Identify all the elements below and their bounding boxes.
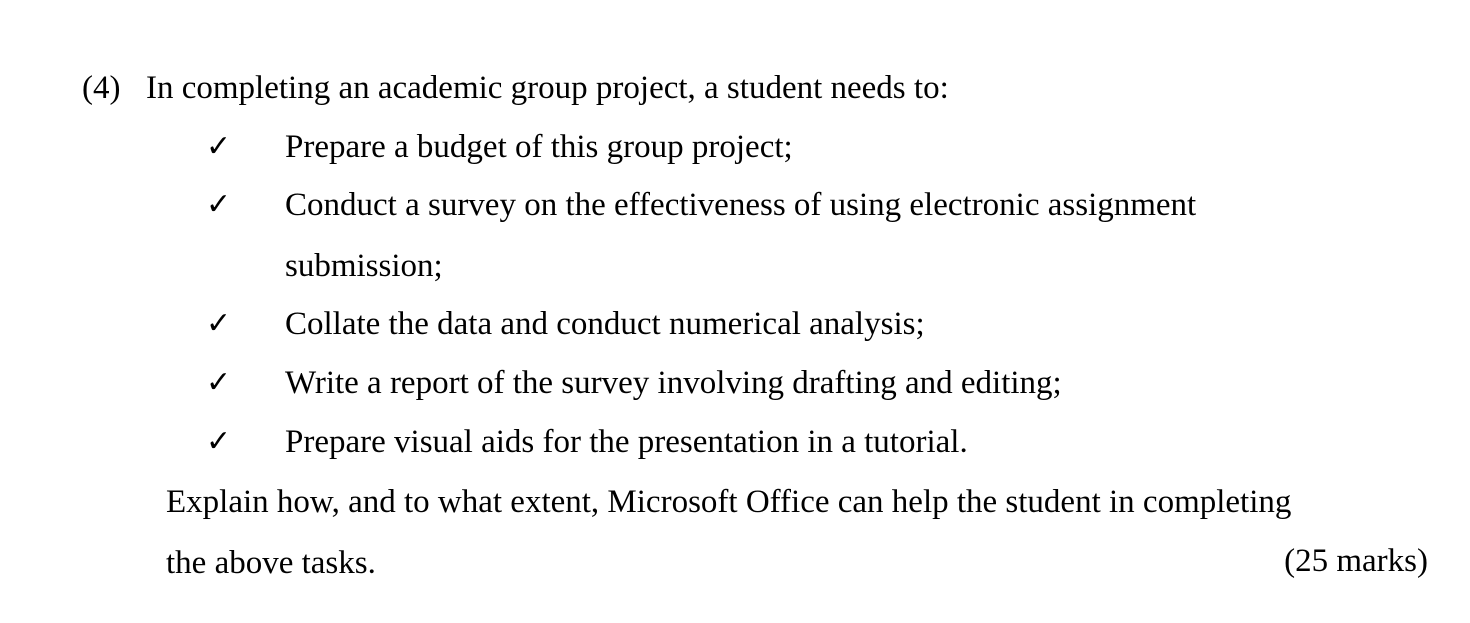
task-item: Prepare a budget of this group project; bbox=[285, 129, 793, 165]
task-item-continuation: submission; bbox=[285, 248, 443, 284]
task-item: Write a report of the survey involving drafting and editing; bbox=[285, 365, 1062, 401]
question-intro: In completing an academic group project, a student needs to: bbox=[146, 70, 949, 106]
task-item: Collate the data and conduct numerical analysis; bbox=[285, 306, 925, 342]
check-mark-icon: ✓ bbox=[206, 188, 232, 221]
question-prompt: Explain how, and to what extent, Microsoft Office can help the student in completing bbox=[166, 484, 1292, 520]
check-mark-icon: ✓ bbox=[206, 366, 232, 399]
check-mark-icon: ✓ bbox=[206, 130, 232, 163]
task-item: Conduct a survey on the effectiveness of using electronic assignment bbox=[285, 187, 1197, 223]
check-mark-icon: ✓ bbox=[206, 425, 232, 458]
question-prompt-continuation: the above tasks. bbox=[166, 545, 376, 581]
check-mark-icon: ✓ bbox=[206, 307, 232, 340]
marks-label: (25 marks) bbox=[1284, 543, 1428, 579]
question-number: (4) bbox=[82, 70, 121, 106]
task-item: Prepare visual aids for the presentation in a tutorial. bbox=[285, 424, 968, 460]
